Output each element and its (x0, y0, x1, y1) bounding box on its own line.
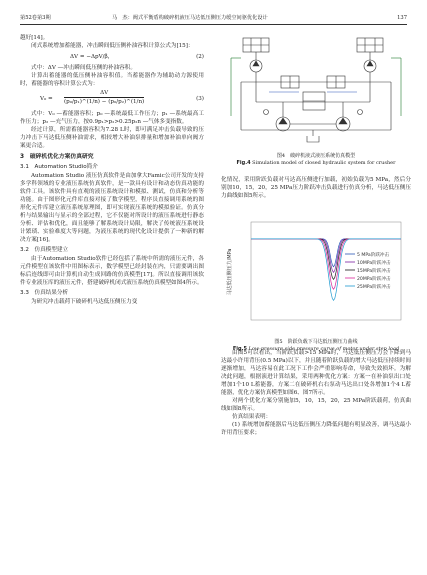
article-header-title: 马 杰：阀式平衡盾构破碎机液压马达低压侧压力缓空间驱优化设计 (112, 15, 268, 21)
equation-2 (20, 50, 204, 64)
legend-label: 15MPa阶跃冲击 (357, 268, 391, 274)
paragraph: Automation Studio 液压仿真软件是由加拿大Famic公司开发的支持多学科领域的专业液压系统仿真软件，是一款具有设计和动态仿真功能的软件工具。该软件具有直观的液压系统设计和模拟、测试，仿真和分析等功能。由于图形化元件库直接对接了数学模型，程序员直接调用系统的图形化元件库建立液压系统原理图，即可实现液压系统的模拟验证。仿真分析与结果输出与显示的全部过程，它不仅能对所设计的液压系统进行静态分析、评估和优化，面且能够了解系统设计局限，解决了传统液压系统设计繁琐、实验难度大等问题，为液压系统的现代化设计提供了一种新的解决方案[16]。 (20, 173, 204, 243)
equation-number: (2) (196, 54, 204, 60)
equation-number: (3) (196, 96, 204, 102)
legend-label: 20MPa阶跃冲击 (357, 276, 391, 282)
paragraph: 闭式系统增加蓄能器，冲击瞬间低压侧补油容积计算公式为[15]： (31, 43, 194, 49)
journal-volume: 第52卷第3期 (20, 15, 51, 21)
paragraph: 对两个优化方案分别施加5，10，15，20，25 MPa阶跃载荷，仿真曲线如图8所示。 (221, 398, 411, 412)
page-number: 137 (397, 15, 407, 21)
y-axis-label: 马达低压侧压力/MPa (227, 248, 233, 296)
paragraph: 式中：ΔV —冲击瞬间低压侧的补油容积。 (31, 65, 136, 71)
figure-4 (221, 32, 411, 166)
paragraph: 式中：V₀ —蓄能器容积；p₀ —系统最低工作压力；p₁ —系统最高工作压力；p₂ —充气压力，按0.9p₁>p₂>0.25p₂n —气体多变指数。 (20, 111, 204, 125)
figure-4-caption (221, 153, 411, 166)
figure-5-caption-cn: 图5 阶跃负载下马达低压侧压力曲线 (274, 339, 358, 345)
figure-4-caption-cn: 图4 破碎机液式液压系统仿真模型 (276, 153, 356, 159)
figure-label: Fig.4 (236, 159, 251, 166)
paragraph: 越好[14]。 (20, 35, 49, 41)
equation-body: ΔV = −ΔpV/β， (70, 54, 114, 60)
hydraulic-schematic (221, 32, 411, 150)
legend-label: 25MPa阶跃冲击 (357, 284, 391, 290)
right-column-bottom (221, 349, 411, 437)
paragraph: 由于Automation Studio软件已经包括了系统中所需的液压元件，各元件模型在该软件中用图标表示，数学模型已经封装在内，只需要调出图标后连线即可由计算机自动生成回路的仿真模型[17]。所以直接调用该软件专业液压库的液压元件，搭建破碎机闭式液压系统仿真模型如图4所示。 (20, 256, 204, 286)
equation-3 (20, 88, 204, 110)
legend-label: 5 MPa阶跃冲击 (357, 252, 390, 258)
figure-5-caption-en-text: Low-pressure side pressure curve of motor under step load (248, 345, 400, 352)
figure-4-caption-en (221, 160, 411, 167)
fraction-denominator: (p₀/p₁)^(1/n) − (p₀/p₂)^(1/n) (64, 99, 145, 105)
left-column (20, 34, 204, 306)
figure-label: Fig.5 (232, 345, 247, 352)
subsection-heading: 3.1 Automation Studio简介 (20, 164, 98, 170)
section-heading: 3 破碎机优化方案仿真研究 (20, 154, 94, 160)
paragraph: 计算出蓄能器的低压侧补油容积值。当蓄能器作为辅助动力源使用时，蓄能器的容积计算公式为： (20, 73, 204, 87)
figure-5 (221, 218, 411, 352)
pressure-chart (221, 218, 411, 336)
paragraph: 经过计算，所需蓄能器容积为7.28 L时，即可满足冲击负载导致的压力冲击下马达低压侧补油需求，相较增大补油泵排量和增加补油单向阀方案更合适。 (20, 127, 204, 149)
subsection-heading: 3.3 仿真结果分析 (20, 290, 69, 296)
figure-4-caption-en-text: Simulation model of closed hydraulic system for crusher (252, 159, 396, 166)
fraction-numerator: ΔV (64, 89, 144, 98)
subsection-heading: 3.2 仿真模型建立 (20, 247, 69, 253)
equation-lhs: V₀ = (40, 96, 53, 102)
paragraph: 为研究冲击载荷下破碎机马达低压侧压力变 (31, 299, 138, 305)
legend-label: 10MPa阶跃冲击 (357, 260, 391, 266)
right-column-top (221, 176, 411, 200)
paragraph: 仿真结果表明： (232, 414, 272, 420)
running-header (20, 14, 407, 23)
paragraph: 化情况，采用阶跃负载对马达高压侧进行加载，初始负载为5 MPa，然后分别加10，15，20，25 MPa压力阶跃冲击负载进行仿真分析，马达低压侧压力曲线如图5所示。 (221, 177, 411, 199)
paragraph: (1) 系统增加蓄能器后马达低压侧压力降低问题有明显改善，调马达最小许用背压要求； (221, 422, 411, 436)
paragraph: 由图5可以看出，当阶跃负载>15 MPa时，马达低压侧压力会下降到马达最小许用背压(0.5 MPa)以下，并且随着阶跃负载的增大马达低压持续时间逐渐增加，马达容易在此工况下工作会严重影响寿命，导致失效损坏。为解决此问题，根据演进计算结果，采用两种优化方案：方案一在补油泵出口处增加1个10 L蓄能器，方案二在破碎机右右泵动马达出口处各增加1个4 L蓄能器，优化方案仿真模型如图6、图7所示。 (221, 350, 411, 396)
header-rule (20, 24, 407, 25)
equation-fraction (64, 89, 144, 106)
